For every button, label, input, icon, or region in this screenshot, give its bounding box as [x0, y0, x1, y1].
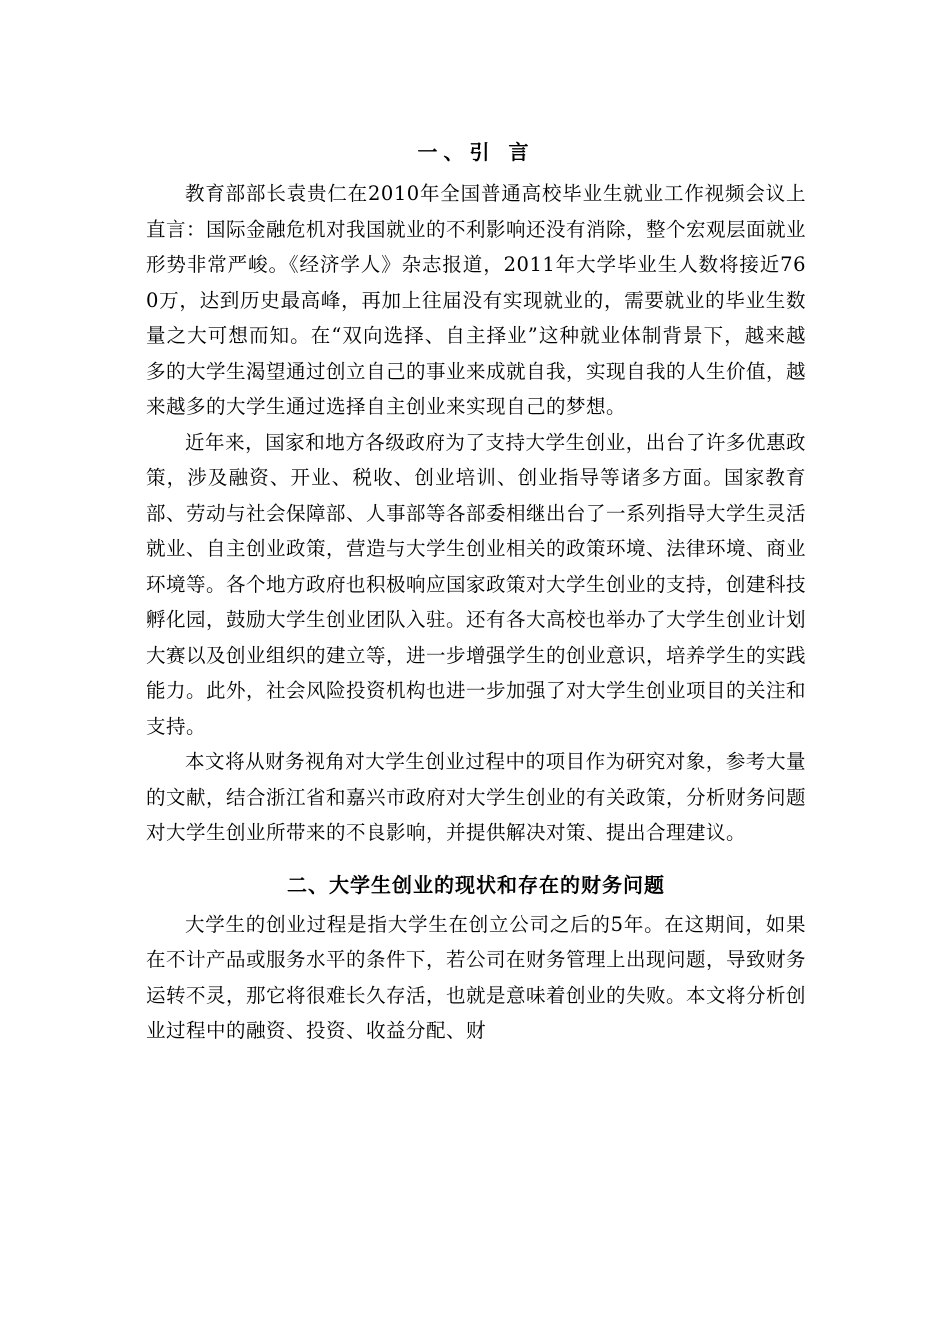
paragraph-research-scope: 本文将从财务视角对大学生创业过程中的项目作为研究对象，参考大量的文献，结合浙江省和嘉兴市政府对大学生创业的有关政策，分析财务问题对大学生创业所带来的不良影响，并提供解决对策、提出合理建议。 — [146, 750, 807, 844]
paragraph-employment-situation: 教育部部长袁贵仁在2010年全国普通高校毕业生就业工作视频会议上直言：国际金融危机对我国就业的不利影响还没有消除，整个宏观层面就业形势非常严峻。《经济学人》杂志报道，2011年大学毕业生人数将接近760万，达到历史最高峰，再加上往届没有实现就业的，需要就业的毕业生数量之大可想而知。在“双向选择、自主择业”这种就业体制背景下，越来越多的大学生渴望通过创立自己的事业来成就自我，实现自我的人生价值，越来越多的大学生通过选择自主创业来实现自己的梦想。 — [146, 182, 807, 418]
section-heading-introduction: 一、引 言 — [417, 140, 535, 164]
section-heading-current-status: 二、大学生创业的现状和存在的财务问题 — [287, 872, 665, 897]
paragraph-startup-process: 大学生的创业过程是指大学生在创立公司之后的5年。在这期间，如果在不计产品或服务水平的条件下，若公司在财务管理上出现问题，导致财务运转不灵，那它将很难长久存活，也就是意味着创业的失败。本文将分析创业过程中的融资、投资、收益分配、财 — [146, 912, 807, 1042]
document-page — [146, 132, 806, 1049]
paragraph-government-policies: 近年来，国家和地方各级政府为了支持大学生创业，出台了许多优惠政策，涉及融资、开业、税收、创业培训、创业指导等诸多方面。国家教育部、劳动与社会保障部、人事部等各部委相继出台了一系列指导大学生灵活就业、自主创业政策，营造与大学生创业相关的政策环境、法律环境、商业环境等。各个地方政府也积极响应国家政策对大学生创业的支持，创建科技孵化园，鼓励大学生创业团队入驻。还有各大高校也举办了大学生创业计划大赛以及创业组织的建立等，进一步增强学生的创业意识，培养学生的实践能力。此外，社会风险投资机构也进一步加强了对大学生创业项目的关注和支持。 — [146, 430, 807, 738]
